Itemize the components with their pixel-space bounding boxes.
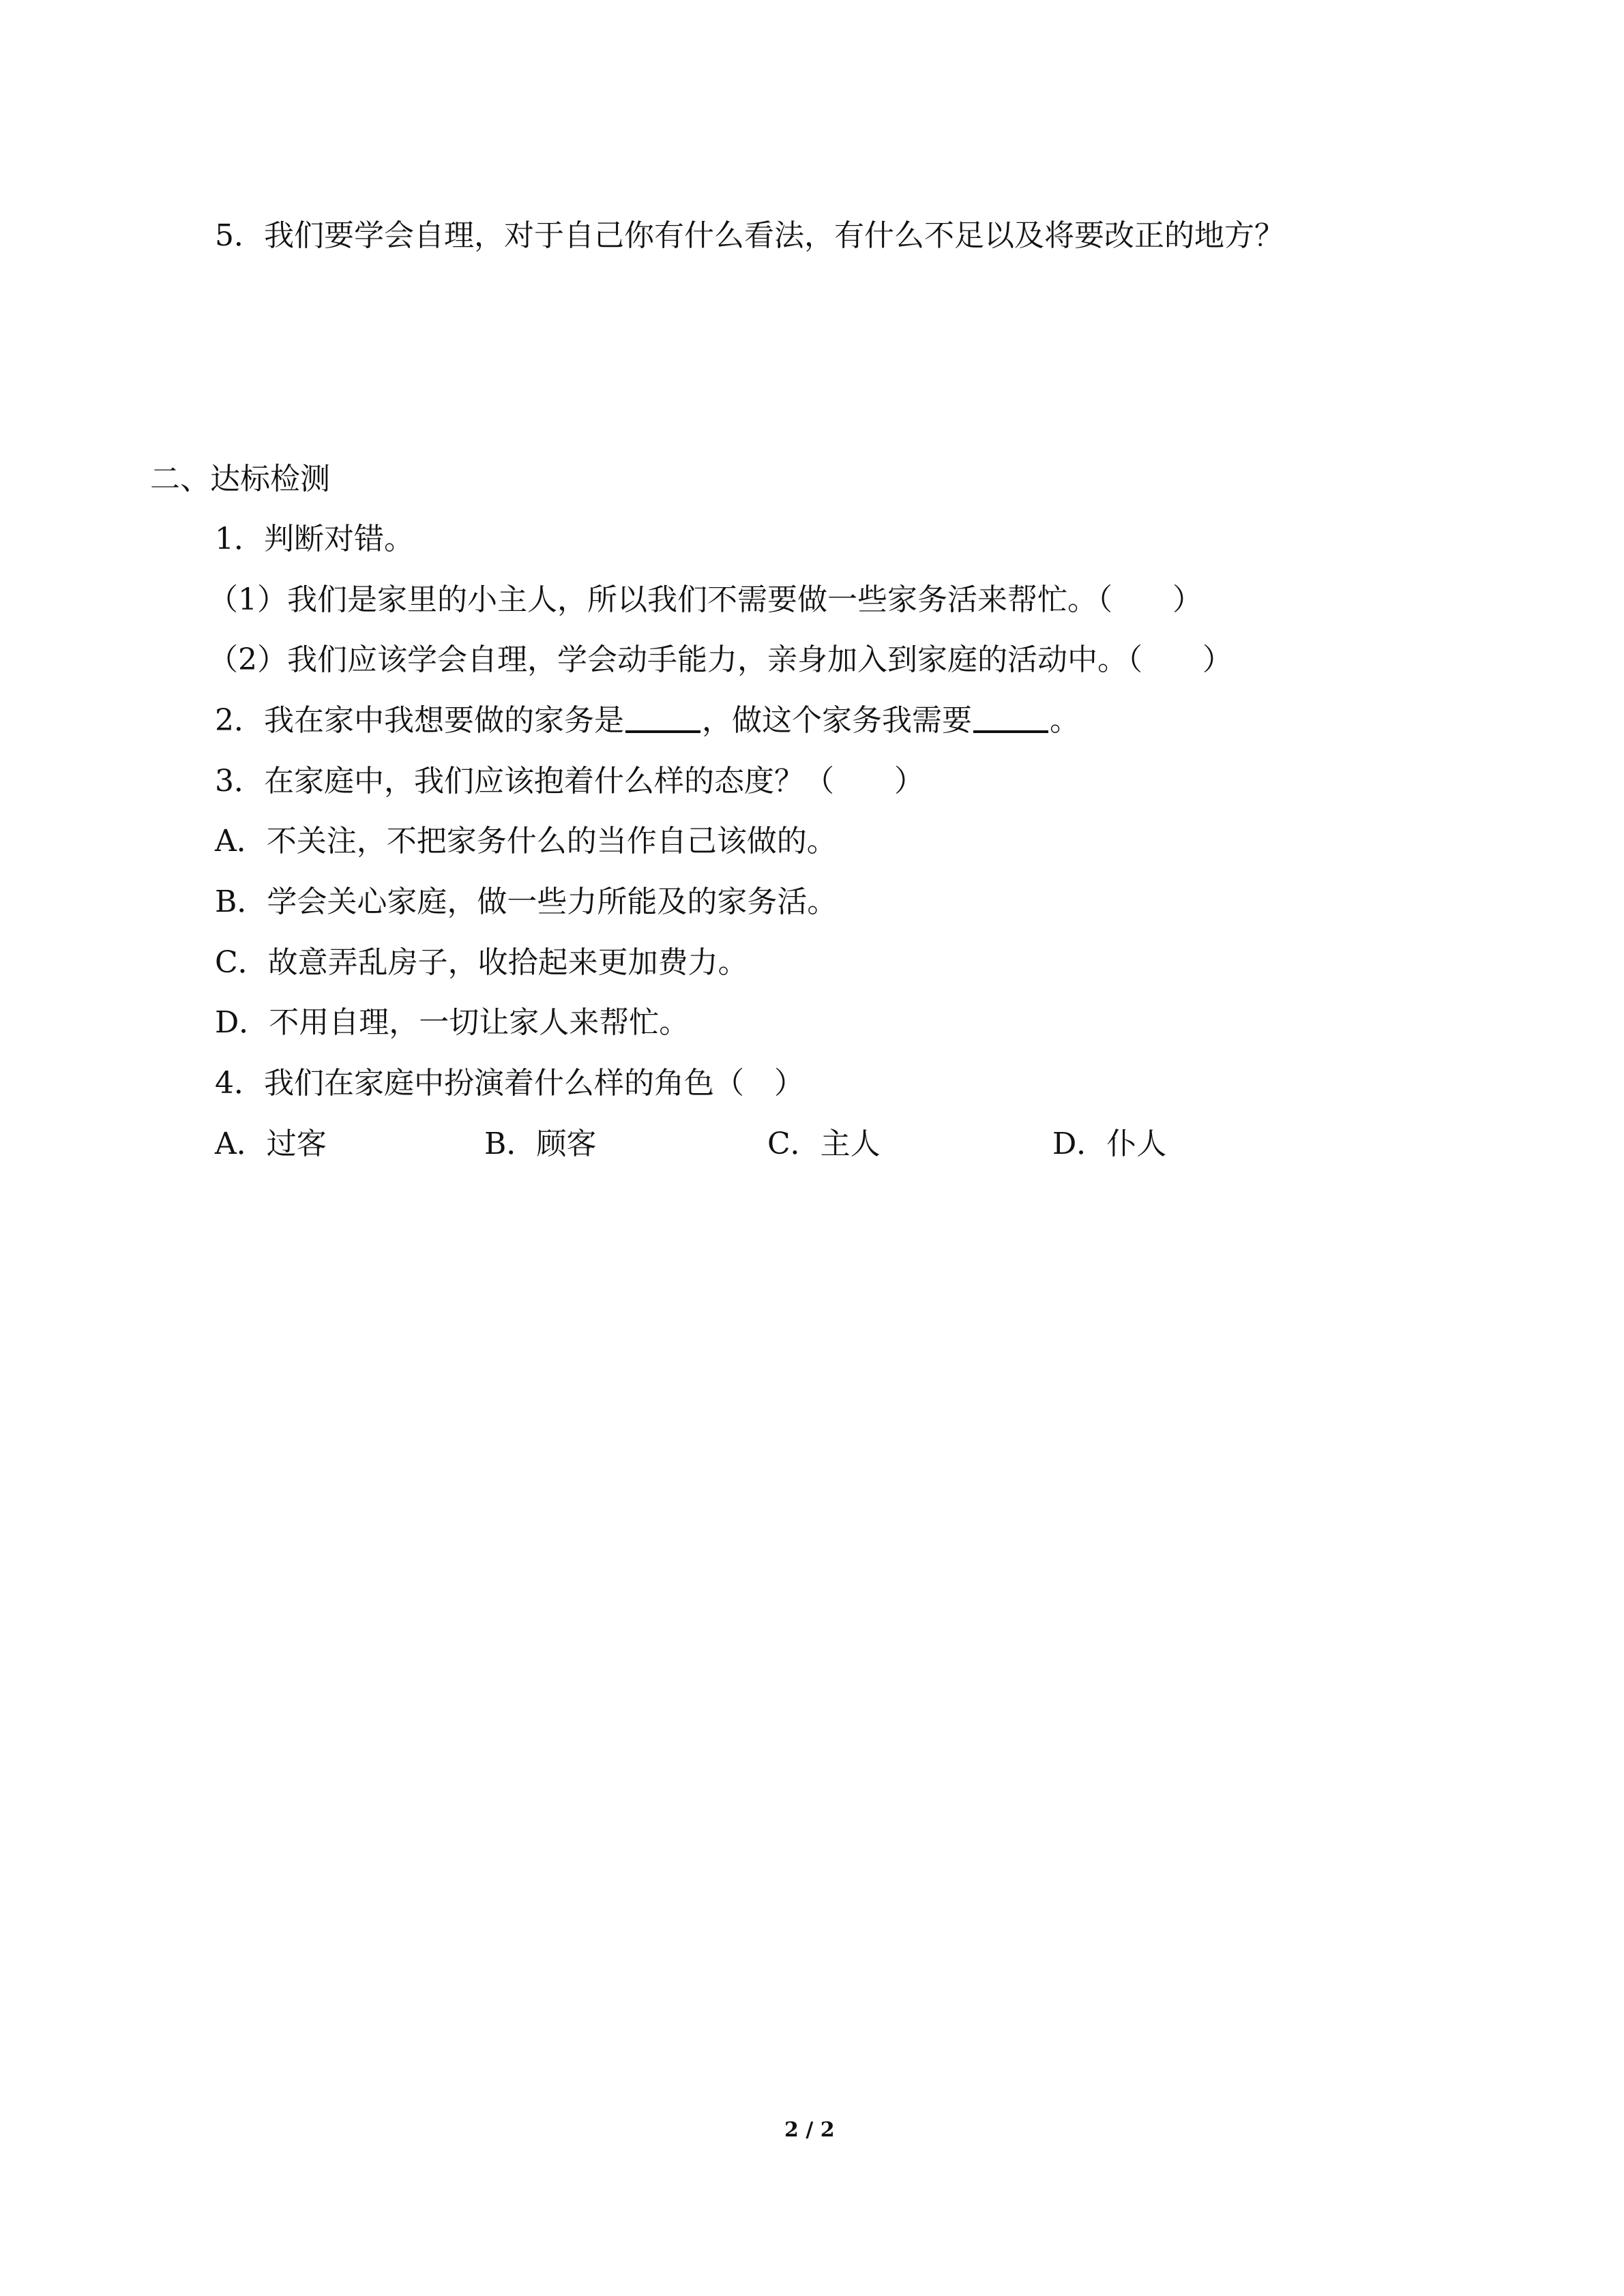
- q3-option-b: B．学会关心家庭，做一些力所能及的家务活。: [215, 884, 838, 919]
- q4-option-c: C．主人: [767, 1127, 881, 1161]
- q2-fill-in: [215, 700, 1080, 741]
- q4-title: 4．我们在家庭中扮演着什么样的角色（ ）: [215, 1066, 804, 1101]
- q2-blank-2[interactable]: [973, 704, 1048, 733]
- question-5: 5．我们要学会自理，对于自己你有什么看法，有什么不足以及将要改正的地方？: [215, 218, 1284, 253]
- q4-option-b: B．顾客: [484, 1127, 597, 1161]
- q1-title: 1．判断对错。: [215, 522, 414, 556]
- q3-title: 3．在家庭中，我们应该抱着什么样的态度？（ ）: [215, 764, 924, 799]
- q3-option-a: A．不关注，不把家务什么的当作自己该做的。: [215, 824, 837, 859]
- q4-option-a: A．过客: [215, 1127, 327, 1161]
- q1-item-2: （2）我们应该学会自理，学会动手能力，亲身加入到家庭的活动中。（ ）: [208, 642, 1232, 677]
- q3-option-d: D．不用自理，一切让家人来帮忙。: [215, 1005, 690, 1040]
- q1-item-1: （1）我们是家里的小主人，所以我们不需要做一些家务活来帮忙。（ ）: [208, 582, 1202, 617]
- q3-option-c: C．故意弄乱房子，收拾起来更加费力。: [215, 945, 748, 980]
- q2-text-2: ，做这个家务我需要: [702, 703, 972, 738]
- q2-text-1: 2．我在家中我想要做的家务是: [215, 703, 624, 738]
- q4-option-d: D．仆人: [1052, 1127, 1167, 1161]
- q2-blank-1[interactable]: [625, 704, 700, 733]
- section-heading: 二、达标检测: [150, 462, 330, 496]
- q2-text-3: 。: [1050, 703, 1080, 738]
- page-number: 2 / 2: [784, 2118, 835, 2142]
